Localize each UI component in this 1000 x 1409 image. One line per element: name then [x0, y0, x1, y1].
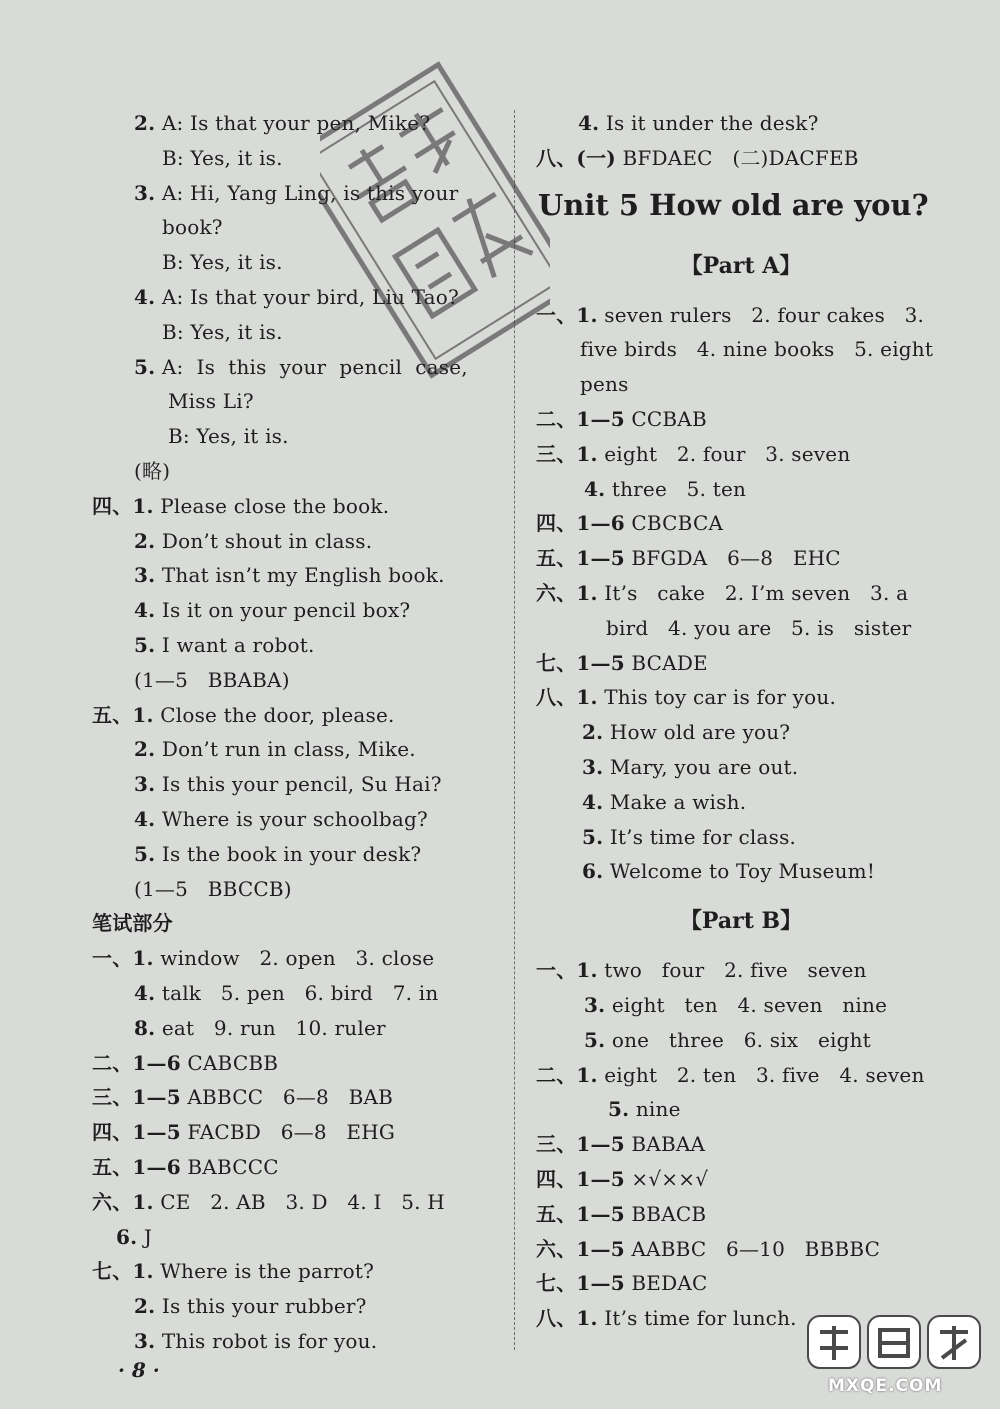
- answer-line: [92, 1115, 502, 1150]
- answer-line: [536, 785, 946, 820]
- answer-text: AABBC 6—10 BBBBC: [631, 1236, 881, 1261]
- answer-line: [92, 1046, 502, 1081]
- answer-number: 3.: [134, 180, 156, 205]
- part-b-title: 【Part B】: [679, 908, 803, 935]
- answer-number: 八、1.: [536, 685, 598, 710]
- answer-text: Is it on your pencil box?: [161, 598, 411, 623]
- answer-text: pens: [580, 372, 629, 397]
- answer-number: 4.: [584, 476, 606, 501]
- answer-line: [92, 663, 502, 698]
- answer-line: [92, 976, 502, 1011]
- answer-line: [536, 1266, 946, 1301]
- answer-text: nine: [635, 1097, 681, 1122]
- answer-line: [536, 1127, 946, 1162]
- answer-text: J: [143, 1224, 153, 1249]
- answer-number: 四、1—5: [536, 1166, 625, 1191]
- answer-number: 二、1—6: [92, 1050, 181, 1075]
- answer-line: [536, 1058, 946, 1093]
- answer-number: 五、1—5: [536, 546, 625, 571]
- answer-number: 4.: [134, 806, 156, 831]
- answer-number: 四、1—6: [536, 511, 625, 536]
- answer-line: [536, 106, 946, 141]
- answer-text: CABCBB: [187, 1050, 279, 1075]
- answer-number: 八、(一): [536, 145, 616, 170]
- answer-text: (1—5 BBCCB): [134, 876, 292, 901]
- answer-number: 三、1—5: [92, 1085, 181, 1110]
- answer-text: (1—5 BBABA): [134, 667, 290, 692]
- answer-line: [92, 872, 502, 907]
- answer-line: [92, 558, 502, 593]
- answer-number: 六、1.: [92, 1189, 154, 1214]
- answer-text: (略): [134, 458, 171, 483]
- answer-line: [536, 298, 946, 333]
- answer-text: A: Is that your bird, Liu Tao?: [161, 284, 459, 309]
- answer-number: 2.: [134, 1294, 156, 1319]
- answer-number: 3.: [582, 754, 604, 779]
- part-a-answers: [536, 298, 946, 890]
- answer-line: [536, 472, 946, 507]
- answer-number: 4.: [134, 598, 156, 623]
- answer-line: [536, 611, 946, 646]
- answer-text: Where is the parrot?: [160, 1259, 375, 1284]
- answer-text: Is it under the desk?: [605, 111, 819, 135]
- answer-text: BABCCC: [187, 1154, 279, 1179]
- page-number: · 8 ·: [118, 1358, 160, 1382]
- answer-text: one three 6. six eight: [611, 1027, 871, 1052]
- answer-line: [92, 1011, 502, 1046]
- answer-number: 6.: [582, 859, 604, 884]
- answer-text: FACBD 6—8 EHG: [187, 1120, 396, 1145]
- answer-line: [92, 802, 502, 837]
- answer-text: It’s time for class.: [609, 824, 797, 849]
- answer-line: [536, 1232, 946, 1267]
- answer-number: 一、1.: [92, 946, 154, 971]
- answer-line: [92, 454, 502, 489]
- answer-number: 一、1.: [536, 958, 598, 983]
- answer-line: [536, 332, 946, 367]
- answer-text: This toy car is for you.: [604, 685, 837, 710]
- answer-number: 5.: [608, 1097, 630, 1122]
- answer-number: 七、1.: [92, 1259, 154, 1284]
- answer-text: BEDAC: [631, 1271, 708, 1296]
- answer-line: [536, 680, 946, 715]
- answer-number: 5.: [134, 632, 156, 657]
- answer-text: It’s time for lunch.: [604, 1306, 797, 1331]
- answer-line: [92, 1289, 502, 1324]
- answer-text: Make a wish.: [609, 789, 747, 814]
- answer-number: 2.: [582, 720, 604, 745]
- answer-line: [536, 1162, 946, 1197]
- answer-number: 笔试部分: [92, 911, 173, 936]
- answer-line: [92, 837, 502, 872]
- answer-text: I want a robot.: [161, 632, 315, 657]
- answer-number: 4.: [134, 980, 156, 1005]
- answer-line: [536, 646, 946, 681]
- answer-line: [536, 576, 946, 611]
- answer-line: [536, 750, 946, 785]
- answer-number: 六、1.: [536, 580, 598, 605]
- answer-number: 5.: [134, 354, 156, 379]
- answer-number: 一、1.: [536, 302, 598, 327]
- answer-text: A: Hi, Yang Ling, is this your: [161, 180, 459, 205]
- answer-text: BBACB: [631, 1201, 707, 1226]
- answer-line: [536, 367, 946, 402]
- answer-number: 3.: [584, 992, 606, 1017]
- answer-text: eat 9. run 10. ruler: [161, 1015, 386, 1040]
- answer-text: B: Yes, it is.: [162, 250, 283, 275]
- answer-text: Mary, you are out.: [609, 754, 799, 779]
- answer-text: eight ten 4. seven nine: [611, 992, 888, 1017]
- answer-text: How old are you?: [609, 720, 791, 745]
- answer-line: [92, 1185, 502, 1220]
- answer-text: CBCBCA: [631, 511, 724, 536]
- answer-line: [536, 1092, 946, 1127]
- answer-text: window 2. open 3. close: [160, 946, 435, 971]
- answer-text: bird 4. you are 5. is sister: [606, 615, 912, 640]
- answer-text: B: Yes, it is.: [162, 145, 283, 170]
- answer-text: BFGDA 6—8 EHC: [631, 546, 841, 571]
- answer-line: [536, 1023, 946, 1058]
- answer-number: 四、1.: [92, 493, 154, 518]
- answer-line: [536, 820, 946, 855]
- answer-number: 4.: [134, 284, 156, 309]
- answer-text: B: Yes, it is.: [168, 424, 289, 449]
- answer-number: 3.: [134, 563, 156, 588]
- answer-line: [92, 767, 502, 802]
- unit-title: Unit 5 How old are you?: [538, 187, 929, 222]
- answer-line: [536, 141, 946, 176]
- answer-text: Don’t shout in class.: [161, 528, 373, 553]
- answer-line: [536, 402, 946, 437]
- answer-line: [536, 541, 946, 576]
- answer-text: BABAA: [631, 1132, 706, 1157]
- answer-line: [536, 854, 946, 889]
- answer-number: 2.: [134, 111, 156, 135]
- answer-text: CCBAB: [631, 406, 707, 431]
- answer-text: CE 2. AB 3. D 4. I 5. H: [160, 1189, 445, 1214]
- answer-line: [92, 489, 502, 524]
- answer-number: 五、1—6: [92, 1154, 181, 1179]
- answer-line: [92, 941, 502, 976]
- answer-text: ×√××√: [631, 1166, 709, 1191]
- answer-text: seven rulers 2. four cakes 3.: [604, 302, 925, 327]
- stamp-seal: [320, 60, 550, 380]
- answer-text: B: Yes, it is.: [162, 319, 283, 344]
- answer-number: 八、1.: [536, 1306, 598, 1331]
- answer-number: 5.: [582, 824, 604, 849]
- answer-text: BFDAEC (二)DACFEB: [622, 145, 859, 170]
- answer-text: book?: [162, 215, 223, 240]
- right-column: [536, 106, 946, 1336]
- answer-text: Is this your rubber?: [161, 1294, 367, 1319]
- answer-text: three 5. ten: [611, 476, 747, 501]
- answer-line: [92, 698, 502, 733]
- right-top-lines: [536, 106, 946, 176]
- answer-text: Close the door, please.: [160, 702, 395, 727]
- answer-line: [92, 628, 502, 663]
- answer-text: five birds 4. nine books 5. eight: [580, 337, 934, 362]
- answer-number: 8.: [134, 1015, 156, 1040]
- answer-number: 七、1—5: [536, 650, 625, 675]
- answer-line: [536, 988, 946, 1023]
- answer-line: [92, 1150, 502, 1185]
- answer-text: talk 5. pen 6. bird 7. in: [161, 980, 439, 1005]
- answer-text: two four 2. five seven: [604, 958, 867, 983]
- answer-text: Welcome to Toy Museum!: [609, 859, 876, 884]
- answer-text: eight 2. four 3. seven: [604, 441, 851, 466]
- answer-number: 六、1—5: [536, 1236, 625, 1261]
- answer-number: 二、1.: [536, 1062, 598, 1087]
- answer-number: 2.: [134, 737, 156, 762]
- answer-text: BCADE: [631, 650, 708, 675]
- answer-text: Is this your pencil, Su Hai?: [161, 772, 442, 797]
- answer-line: [92, 732, 502, 767]
- answer-line: [536, 506, 946, 541]
- part-a-title: 【Part A】: [680, 252, 802, 279]
- answer-number: 2.: [134, 528, 156, 553]
- answer-line: [92, 1254, 502, 1289]
- answer-text: Miss Li?: [168, 389, 254, 414]
- answer-line: [536, 1197, 946, 1232]
- answer-line: [92, 906, 502, 941]
- answer-line: [92, 419, 502, 454]
- answer-number: 四、1—5: [92, 1120, 181, 1145]
- answer-number: 3.: [134, 1328, 156, 1353]
- answer-line: [536, 953, 946, 988]
- part-b-answers: [536, 953, 946, 1336]
- answer-number: 七、1—5: [536, 1271, 625, 1296]
- answer-number: 3.: [134, 772, 156, 797]
- answer-text: It’s cake 2. I’m seven 3. a: [604, 580, 909, 605]
- answer-text: eight 2. ten 3. five 4. seven: [604, 1062, 925, 1087]
- answer-line: [92, 384, 502, 419]
- answer-text: Is the book in your desk?: [161, 841, 422, 866]
- answer-text: ABBCC 6—8 BAB: [187, 1085, 394, 1110]
- answer-text: A: Is that your pen, Mike?: [161, 111, 431, 135]
- answer-number: 4.: [582, 789, 604, 814]
- answer-text: Don’t run in class, Mike.: [161, 737, 416, 762]
- answer-text: That isn’t my English book.: [161, 563, 445, 588]
- answer-number: 4.: [578, 111, 600, 135]
- answer-text: This robot is for you.: [161, 1328, 378, 1353]
- answer-number: 二、1—5: [536, 406, 625, 431]
- answer-line: [92, 1080, 502, 1115]
- answer-number: 三、1—5: [536, 1132, 625, 1157]
- answer-number: 三、1.: [536, 441, 598, 466]
- answer-line: [92, 524, 502, 559]
- answer-line: [536, 715, 946, 750]
- answer-number: 五、1.: [92, 702, 154, 727]
- answer-line: [92, 1220, 502, 1255]
- answer-number: 5.: [584, 1027, 606, 1052]
- answer-line: [92, 1324, 502, 1359]
- answer-number: 5.: [134, 841, 156, 866]
- answer-number: 五、1—5: [536, 1201, 625, 1226]
- answer-line: [536, 437, 946, 472]
- answer-line: [92, 593, 502, 628]
- watermark-text: MXQE.COM: [828, 1376, 943, 1396]
- answer-number: 6.: [116, 1224, 138, 1249]
- answer-text: Please close the book.: [160, 493, 390, 518]
- answer-text: Where is your schoolbag?: [161, 806, 428, 831]
- answer-text: A: Is this your pencil case,: [161, 354, 468, 379]
